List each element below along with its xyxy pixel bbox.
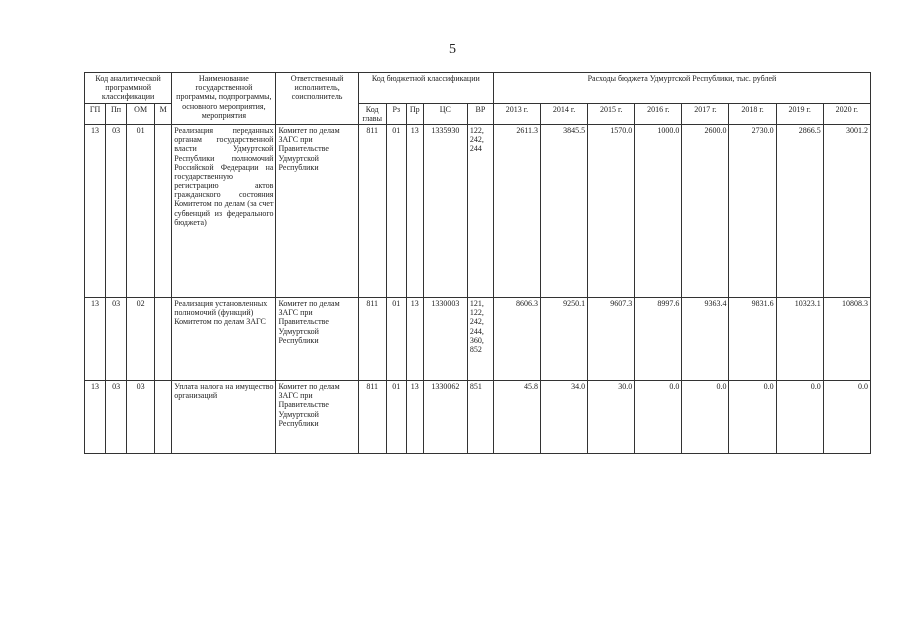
cell-om: 02: [127, 297, 155, 380]
header-pp: Пп: [106, 103, 127, 124]
cell-value: 0.0: [823, 380, 870, 453]
cell-gp: 13: [85, 124, 106, 297]
cell-value: 0.0: [635, 380, 682, 453]
cell-rz: 01: [386, 124, 406, 297]
cell-responsible: Комитет по делам ЗАГС при Правительстве Удмуртской Республики: [276, 297, 358, 380]
cell-value: 45.8: [493, 380, 540, 453]
budget-table: [84, 72, 871, 454]
cell-pp: 03: [106, 297, 127, 380]
header-name: Наименование государственной программы, подпрограммы, основного мероприятия, мероприятия: [172, 73, 276, 125]
cell-kod: 811: [358, 124, 386, 297]
table-row: [85, 297, 871, 380]
header-year: 2017 г.: [682, 103, 729, 124]
cell-value: 3845.5: [541, 124, 588, 297]
cell-value: 30.0: [588, 380, 635, 453]
cell-rz: 01: [386, 297, 406, 380]
cell-value: 1570.0: [588, 124, 635, 297]
cell-pr: 13: [406, 124, 423, 297]
table-row: [85, 380, 871, 453]
cell-value: 9607.3: [588, 297, 635, 380]
cell-value: 34.0: [541, 380, 588, 453]
cell-pr: 13: [406, 380, 423, 453]
header-year: 2018 г.: [729, 103, 776, 124]
cell-responsible: Комитет по делам ЗАГС при Правительстве Удмуртской Республики: [276, 124, 358, 297]
cell-vr: 122, 242, 244: [467, 124, 493, 297]
cell-pp: 03: [106, 124, 127, 297]
cell-pr: 13: [406, 297, 423, 380]
cell-value: 3001.2: [823, 124, 870, 297]
cell-kod: 811: [358, 380, 386, 453]
cell-om: 03: [127, 380, 155, 453]
cell-value: 10323.1: [776, 297, 823, 380]
header-row-1: [85, 73, 871, 104]
cell-om: 01: [127, 124, 155, 297]
header-gp: ГП: [85, 103, 106, 124]
cell-value: 2866.5: [776, 124, 823, 297]
cell-value: 0.0: [729, 380, 776, 453]
cell-m: [155, 297, 172, 380]
cell-m: [155, 124, 172, 297]
header-expenses: Расходы бюджета Удмуртской Республики, тыс. рублей: [493, 73, 870, 104]
cell-gp: 13: [85, 380, 106, 453]
cell-value: 10808.3: [823, 297, 870, 380]
cell-cs: 1335930: [423, 124, 467, 297]
cell-responsible: Комитет по делам ЗАГС при Правительстве Удмуртской Республики: [276, 380, 358, 453]
cell-name: Уплата налога на имущество организаций: [172, 380, 276, 453]
header-m: М: [155, 103, 172, 124]
cell-pp: 03: [106, 380, 127, 453]
cell-name: Реализация переданных органам государственной власти Удмуртской Республики полномочий Российской Федерации на государственную регистрацию актов гражданского состояния Комитетом по делам (за счет субвенций из федерального бюджета): [172, 124, 276, 297]
cell-value: 2611.3: [493, 124, 540, 297]
header-kod-glavy: Код главы: [358, 103, 386, 124]
cell-value: 8606.3: [493, 297, 540, 380]
header-om: ОМ: [127, 103, 155, 124]
header-prog-class: Код аналитической программной классификации: [85, 73, 172, 104]
header-year: 2016 г.: [635, 103, 682, 124]
cell-value: 1000.0: [635, 124, 682, 297]
header-year: 2019 г.: [776, 103, 823, 124]
header-year: 2020 г.: [823, 103, 870, 124]
header-year: 2015 г.: [588, 103, 635, 124]
cell-vr: 851: [467, 380, 493, 453]
cell-value: 2600.0: [682, 124, 729, 297]
header-budget-code: Код бюджетной классификации: [358, 73, 493, 104]
cell-gp: 13: [85, 297, 106, 380]
cell-value: 9363.4: [682, 297, 729, 380]
cell-kod: 811: [358, 297, 386, 380]
header-vr: ВР: [467, 103, 493, 124]
header-pr: Пр: [406, 103, 423, 124]
page-number: 5: [449, 42, 456, 57]
cell-name: Реализация установленных полномочий (функций) Комитетом по делам ЗАГС: [172, 297, 276, 380]
header-rz: Рз: [386, 103, 406, 124]
cell-rz: 01: [386, 380, 406, 453]
cell-m: [155, 380, 172, 453]
cell-value: 8997.6: [635, 297, 682, 380]
header-responsible: Ответственный исполнитель, соисполнитель: [276, 73, 358, 125]
cell-value: 9831.6: [729, 297, 776, 380]
cell-vr: 121, 122, 242, 244, 360, 852: [467, 297, 493, 380]
cell-value: 9250.1: [541, 297, 588, 380]
cell-value: 0.0: [776, 380, 823, 453]
header-year: 2013 г.: [493, 103, 540, 124]
cell-value: 2730.0: [729, 124, 776, 297]
header-cs: ЦС: [423, 103, 467, 124]
header-year: 2014 г.: [541, 103, 588, 124]
cell-cs: 1330003: [423, 297, 467, 380]
table-row: [85, 124, 871, 297]
cell-cs: 1330062: [423, 380, 467, 453]
cell-value: 0.0: [682, 380, 729, 453]
